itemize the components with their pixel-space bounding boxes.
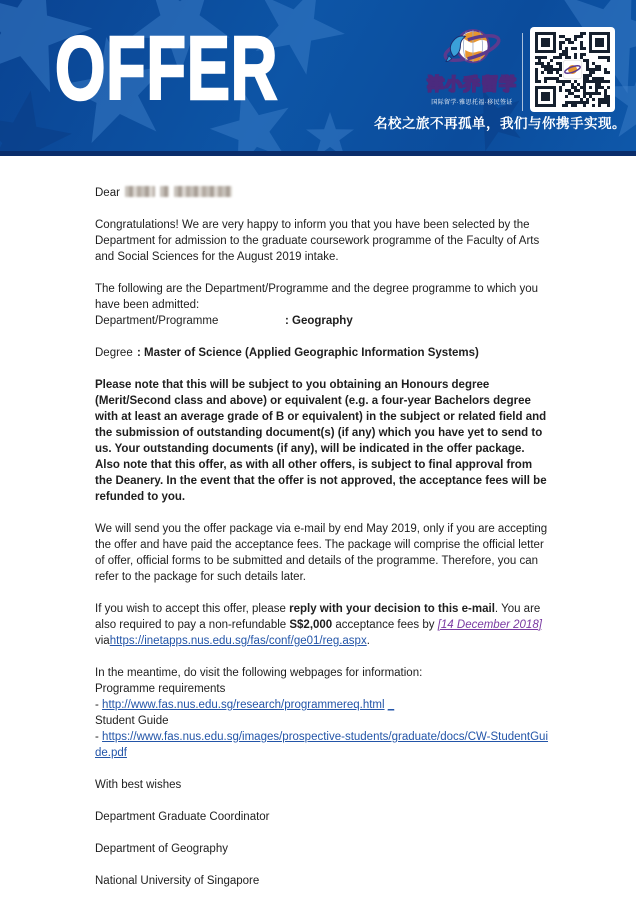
department-label: Department/Programme	[95, 315, 219, 327]
deadline-link[interactable]: [14 December 2018]	[437, 619, 542, 631]
acceptance-text: via	[95, 635, 110, 647]
programme-requirements-link[interactable]: http://www.fas.nus.edu.sg/research/programmereq.html	[102, 699, 385, 711]
letter-body	[0, 156, 636, 889]
degree-value: : Master of Science (Applied Geographic Information Systems)	[137, 347, 479, 359]
trailing-underscore: _	[387, 699, 395, 711]
paragraph-acceptance	[95, 601, 548, 649]
salutation: Dear	[95, 187, 120, 199]
acceptance-fee-amount: S$2,000	[289, 619, 333, 631]
paragraph-meantime: In the meantime, do visit the following webpages for information:	[95, 667, 423, 679]
acceptance-text: . You are also required to pay a non-refundable	[95, 603, 541, 631]
qr-code	[530, 27, 615, 112]
acceptance-text: .	[366, 635, 370, 647]
webpages-block	[95, 665, 548, 761]
department-line	[95, 313, 548, 329]
redacted-name-block	[125, 186, 155, 197]
header-banner	[0, 0, 636, 156]
redacted-name-block	[160, 186, 169, 197]
degree-label: Degree	[95, 347, 133, 359]
student-guide-label: Student Guide	[95, 715, 169, 727]
dash: -	[95, 699, 99, 711]
admission-details-block	[95, 281, 548, 329]
star-decoration	[305, 112, 355, 156]
dash: -	[95, 731, 99, 743]
agency-logo-block	[424, 22, 520, 106]
programme-requirements-label: Programme requirements	[95, 683, 226, 695]
header-divider	[522, 33, 523, 111]
paragraph-congratulations: Congratulations! We are very happy to inform you that you have been selected by the Department for admission to the graduate coursework programme of the Faculty of Arts and Social Sciences for the August 2019 intake.	[95, 219, 540, 263]
student-guide-link[interactable]: https://www.fas.nus.edu.sg/images/prospective-students/graduate/docs/CW-StudentGuide.pdf	[95, 731, 549, 759]
acceptance-text: If you wish to accept this offer, please	[95, 603, 290, 615]
paragraph-following: The following are the Department/Programme and the degree programme to which you have been admitted:	[95, 283, 538, 311]
department-value: : Geography	[285, 315, 353, 327]
agency-name: 津小乔留学	[427, 75, 517, 94]
paragraph-conditions: Please note that this will be subject to you obtaining an Honours degree (Merit/Second class and above) or equivalent (e.g. a four-year Bachelors degree with at least an average grade of B or equivalent) in the subject or related field and the submission of outstanding document(s) (if any) which you have yet to send to us. Your outstanding documents (if any), will be indicated in the offer package. Also note that this offer, as with all other offers, is subject to final approval from the Deanery. In the event that the offer is not approved, the acceptance fees will be refunded to you.	[95, 379, 547, 503]
redacted-name-block	[174, 186, 232, 197]
signature-university: National University of Singapore	[95, 875, 260, 887]
acceptance-text: acceptance fees by	[332, 619, 438, 631]
header-bottom-strip	[0, 151, 636, 156]
globe-dolphin-logo-icon	[441, 22, 503, 76]
programme-requirements-line	[95, 697, 548, 713]
salutation-line	[95, 185, 548, 201]
offer-title: OFFER	[55, 19, 279, 119]
qr-code-image	[535, 32, 610, 107]
header-slogan: 名校之旅不再孤单，我们与你携手实现。	[374, 116, 626, 131]
signature-coordinator: Department Graduate Coordinator	[95, 811, 270, 823]
agency-tagline: 国际留学·雅思托福·移民签证	[431, 99, 513, 106]
student-guide-line	[95, 729, 548, 761]
signature-department: Department of Geography	[95, 843, 228, 855]
acceptance-bold-text: reply with your decision to this e-mail	[289, 603, 495, 615]
registration-link[interactable]: https://inetapps.nus.edu.sg/fas/conf/ge01/reg.aspx	[109, 635, 367, 647]
paragraph-offer-package: We will send you the offer package via e-mail by end May 2019, only if you are accepting the offer and have paid the acceptance fees. The package will comprise the official letter of offer, official forms to be submitted and details of the programme. Therefore, you can refer to the package for such details later.	[95, 523, 548, 583]
closing-line: With best wishes	[95, 779, 182, 791]
degree-line	[95, 345, 548, 361]
